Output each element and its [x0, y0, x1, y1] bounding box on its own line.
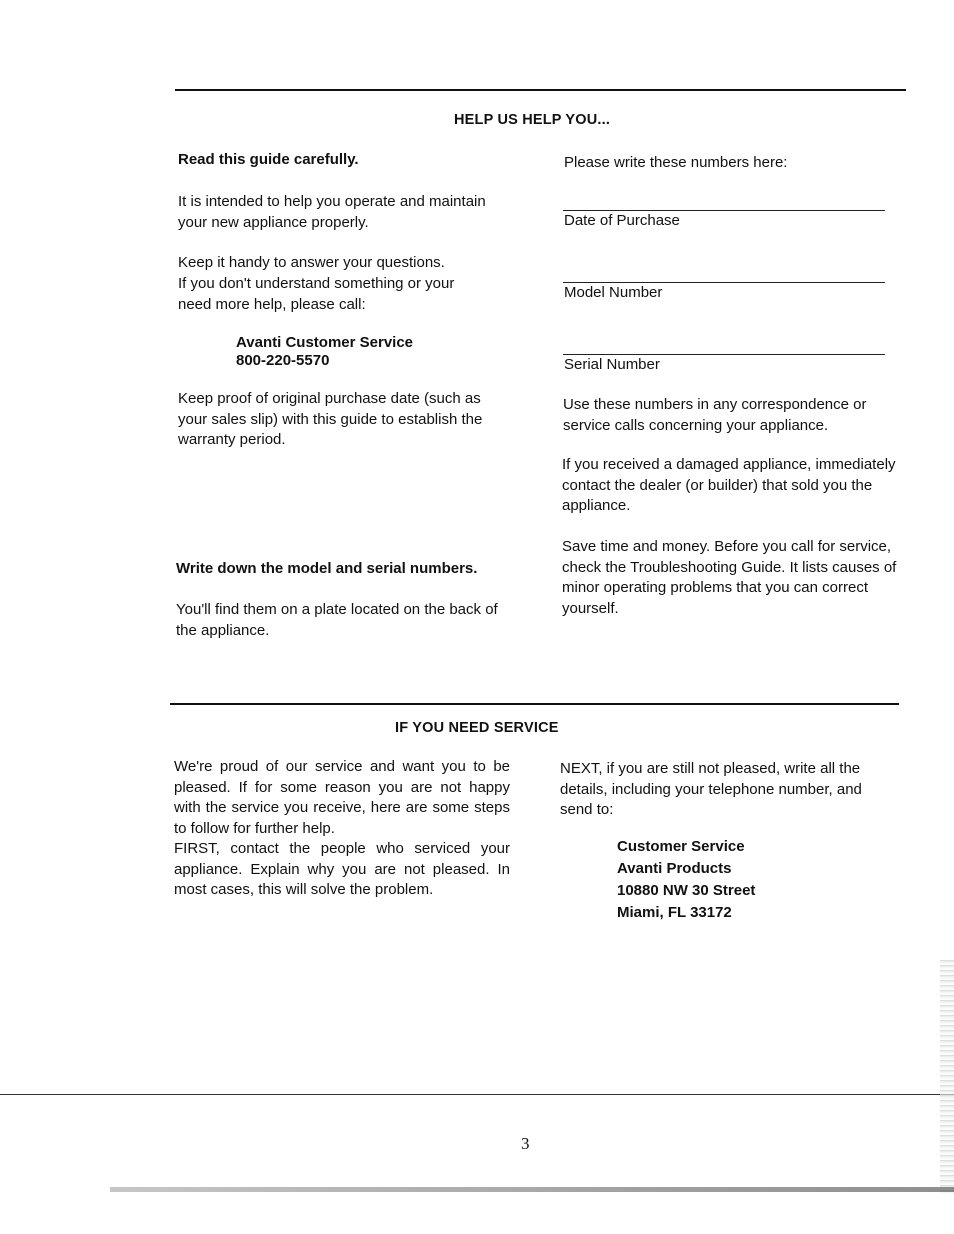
write-down-subheading: Write down the model and serial numbers. [176, 560, 478, 577]
keep-handy-line: Keep it handy to answer your questions. [178, 254, 445, 271]
serial-number-label: Serial Number [564, 356, 660, 373]
address-line-3: 10880 NW 30 Street [617, 882, 756, 899]
address-line-1: Customer Service [617, 838, 745, 855]
scan-edge-artifact [940, 960, 954, 1194]
address-line-4: Miami, FL 33172 [617, 904, 732, 921]
proud-of-service-paragraph: We're proud of our service and want you to be pleased. If for some reason you are not happy with the service you receive, here are some steps to follow for further help. [174, 758, 510, 837]
section-heading-service: IF YOU NEED SERVICE [395, 720, 559, 736]
footer-rule [0, 1094, 954, 1095]
top-rule [175, 89, 906, 91]
scan-bottom-artifact [110, 1187, 954, 1192]
read-guide-subheading: Read this guide carefully. [178, 151, 359, 168]
need-help-paragraph: If you don't understand something or your need more help, please call: [178, 275, 455, 313]
first-step-paragraph: FIRST, contact the people who serviced your appliance. Explain why you are not pleased. In most cases, this will solve the problem. [174, 840, 510, 898]
write-numbers-intro: Please write these numbers here: [564, 154, 788, 171]
customer-service-phone: 800-220-5570 [236, 352, 330, 369]
proof-of-purchase-paragraph: Keep proof of original purchase date (such as your sales slip) with this guide to establish the warranty period. [178, 390, 483, 448]
plate-location-paragraph: You'll find them on a plate located on the back of the appliance. [176, 601, 498, 639]
page-number: 3 [521, 1134, 530, 1153]
model-number-label: Model Number [564, 284, 663, 301]
date-of-purchase-label: Date of Purchase [564, 212, 680, 229]
troubleshooting-paragraph: Save time and money. Before you call for service, check the Troubleshooting Guide. It lists causes of minor operating problems that you can correct yourself. [562, 538, 897, 617]
intro-paragraph: It is intended to help you operate and maintain your new appliance properly. [178, 193, 486, 231]
use-numbers-paragraph: Use these numbers in any correspondence or service calls concerning your appliance. [563, 396, 867, 434]
customer-service-name: Avanti Customer Service [236, 334, 414, 351]
damaged-appliance-paragraph: If you received a damaged appliance, immediately contact the dealer (or builder) that sold you the appliance. [562, 456, 896, 514]
address-line-2: Avanti Products [617, 860, 732, 877]
next-step-paragraph: NEXT, if you are still not pleased, write all the details, including your telephone number, and send to: [560, 760, 862, 818]
middle-rule [170, 703, 899, 705]
section-heading-help: HELP US HELP YOU... [454, 112, 611, 128]
